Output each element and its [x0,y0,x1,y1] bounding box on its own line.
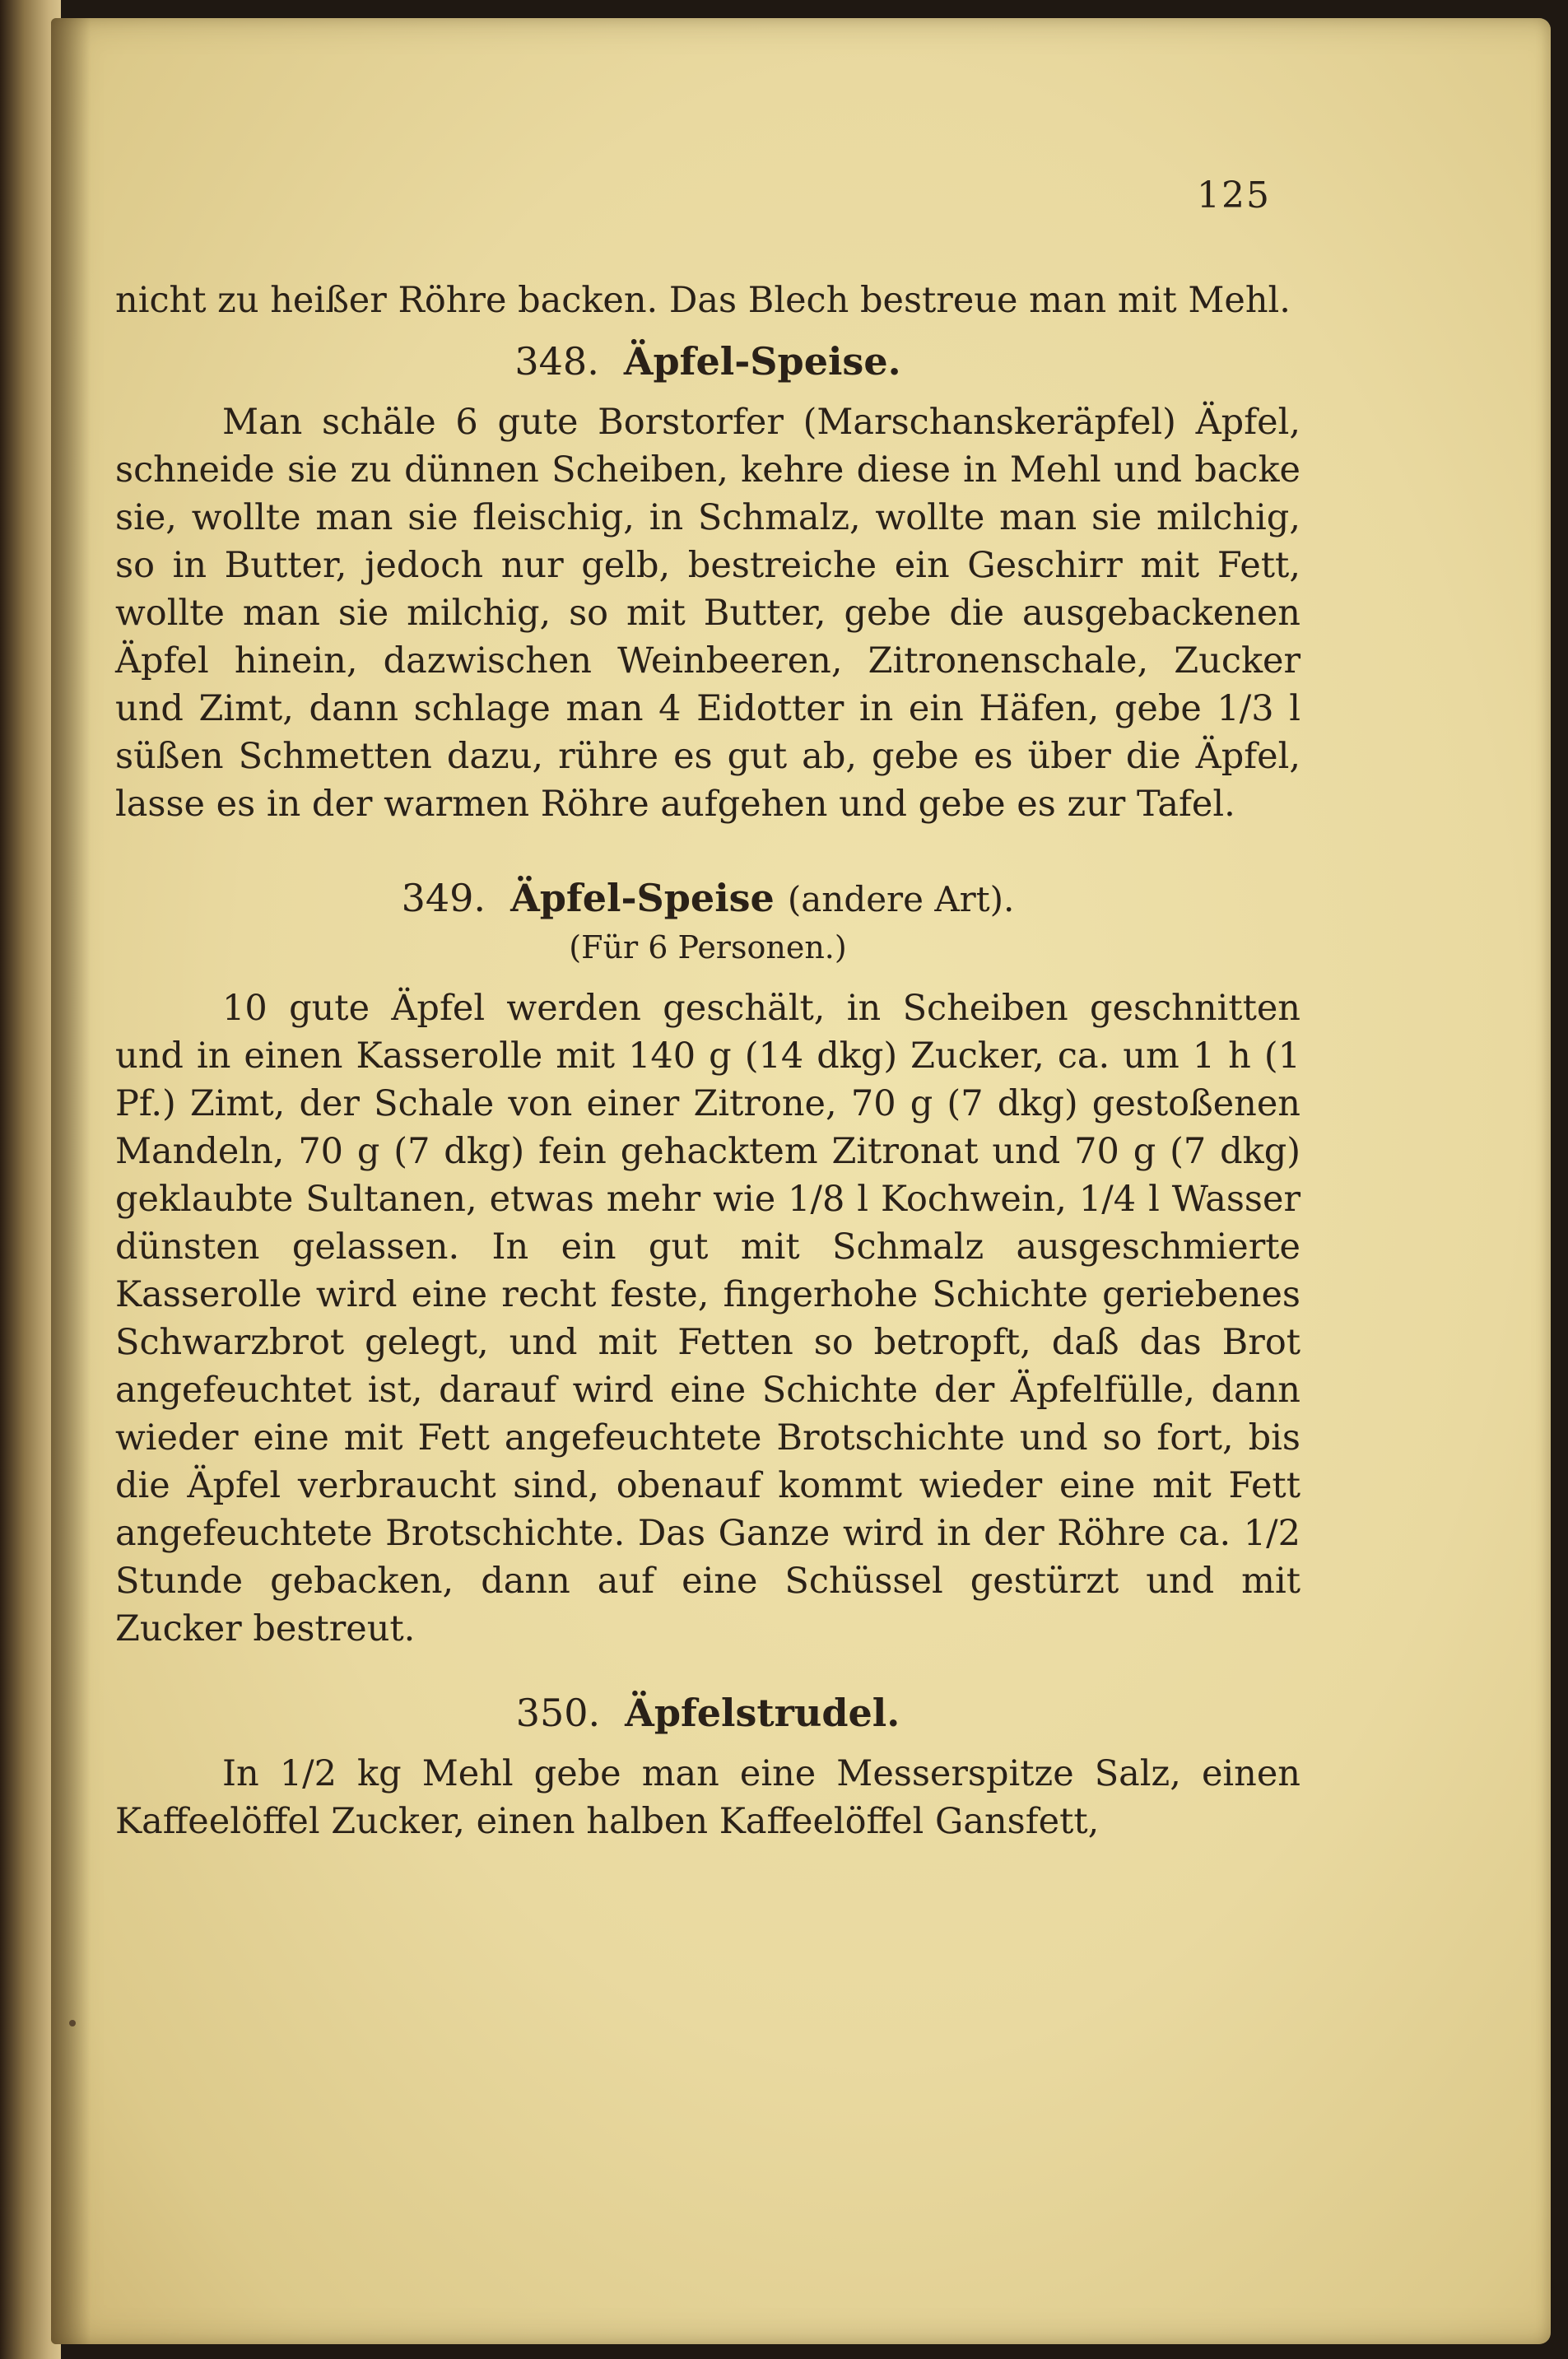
recipe-350-number: 350. [515,1691,601,1735]
page-text [115,277,1300,1845]
recipe-350-heading [115,1689,1300,1737]
paper-speck [69,2020,76,2026]
intro-paragraph: nicht zu heißer Röhre backen. Das Blech bestreue man mit Mehl. [115,280,1291,321]
recipe-349-body: 10 gute Äpfel werden geschält, in Scheiben geschnitten und in einen Kasserolle mit 140 g (14 dkg) Zucker, ca. um 1 h (1 Pf.) Zimt, der Schale von einer Zitrone, 70 g (7 dkg) gestoßenen Mandeln, 70 g (7 dkg) fein gehacktem Zitronat und 70 g (7 dkg) geklaubte Sultanen, etwas mehr wie 1/8 l Kochwein, 1/4 l Wasser dünsten gelassen. In ein gut mit Schmalz ausgeschmierte Kasserolle wird eine recht feste, fingerhohe Schichte geriebenes Schwarzbrot gelegt, und mit Fetten so betropft, daß das Brot angefeuchtet ist, darauf wird eine Schichte der Äpfelfülle, dann wieder eine mit Fett angefeuchtete Brotschichte und so fort, bis die Äpfel verbraucht sind, obenauf kommt wieder eine mit Fett angefeuchtete Brotschichte. Das Ganze wird in der Röhre ca. 1/2 Stunde gebacken, dann auf eine Schüssel gestürzt und mit Zucker bestreut. [115,988,1300,1649]
recipe-349-subtitle: (andere Art). [787,879,1015,919]
recipe-350-title: Äpfelstrudel. [625,1691,900,1735]
recipe-349-number: 349. [401,876,486,920]
recipe-348-body: Man schäle 6 gute Borstorfer (Marschanskeräpfel) Äpfel, schneide sie zu dünnen Scheiben, kehre diese in Mehl und backe sie, wollte man sie fleischig, in Schmalz, wollte man sie milchig, so in Butter, jedoch nur gelb, bestreiche ein Geschirr mit Fett, wollte man sie milchig, so mit Butter, gebe die ausgebackenen Äpfel hinein, dazwischen Weinbeeren, Zitronenschale, Zucker und Zimt, dann schlage man 4 Eidotter in ein Häfen, gebe 1/3 l süßen Schmetten dazu, rühre es gut ab, gebe es über die Äpfel, lasse es in der warmen Röhre aufgehen und gebe es zur Tafel. [115,402,1300,825]
recipe-349-heading [115,874,1300,924]
recipe-349-title: Äpfel-Speise [510,876,775,920]
page-gutter-shadow [51,18,91,2344]
recipe-348-title: Äpfel-Speise. [623,339,901,384]
page-number: 125 [1197,174,1271,216]
recipe-348-heading [115,337,1300,385]
recipe-349-servings: (Für 6 Personen.) [569,929,847,965]
recipe-350-body: In 1/2 kg Mehl gebe man eine Messerspitze Salz, einen Kaffeelöffel Zucker, einen halben Kaffeelöffel Gansfett, [115,1753,1300,1842]
recipe-348-number: 348. [514,339,599,384]
